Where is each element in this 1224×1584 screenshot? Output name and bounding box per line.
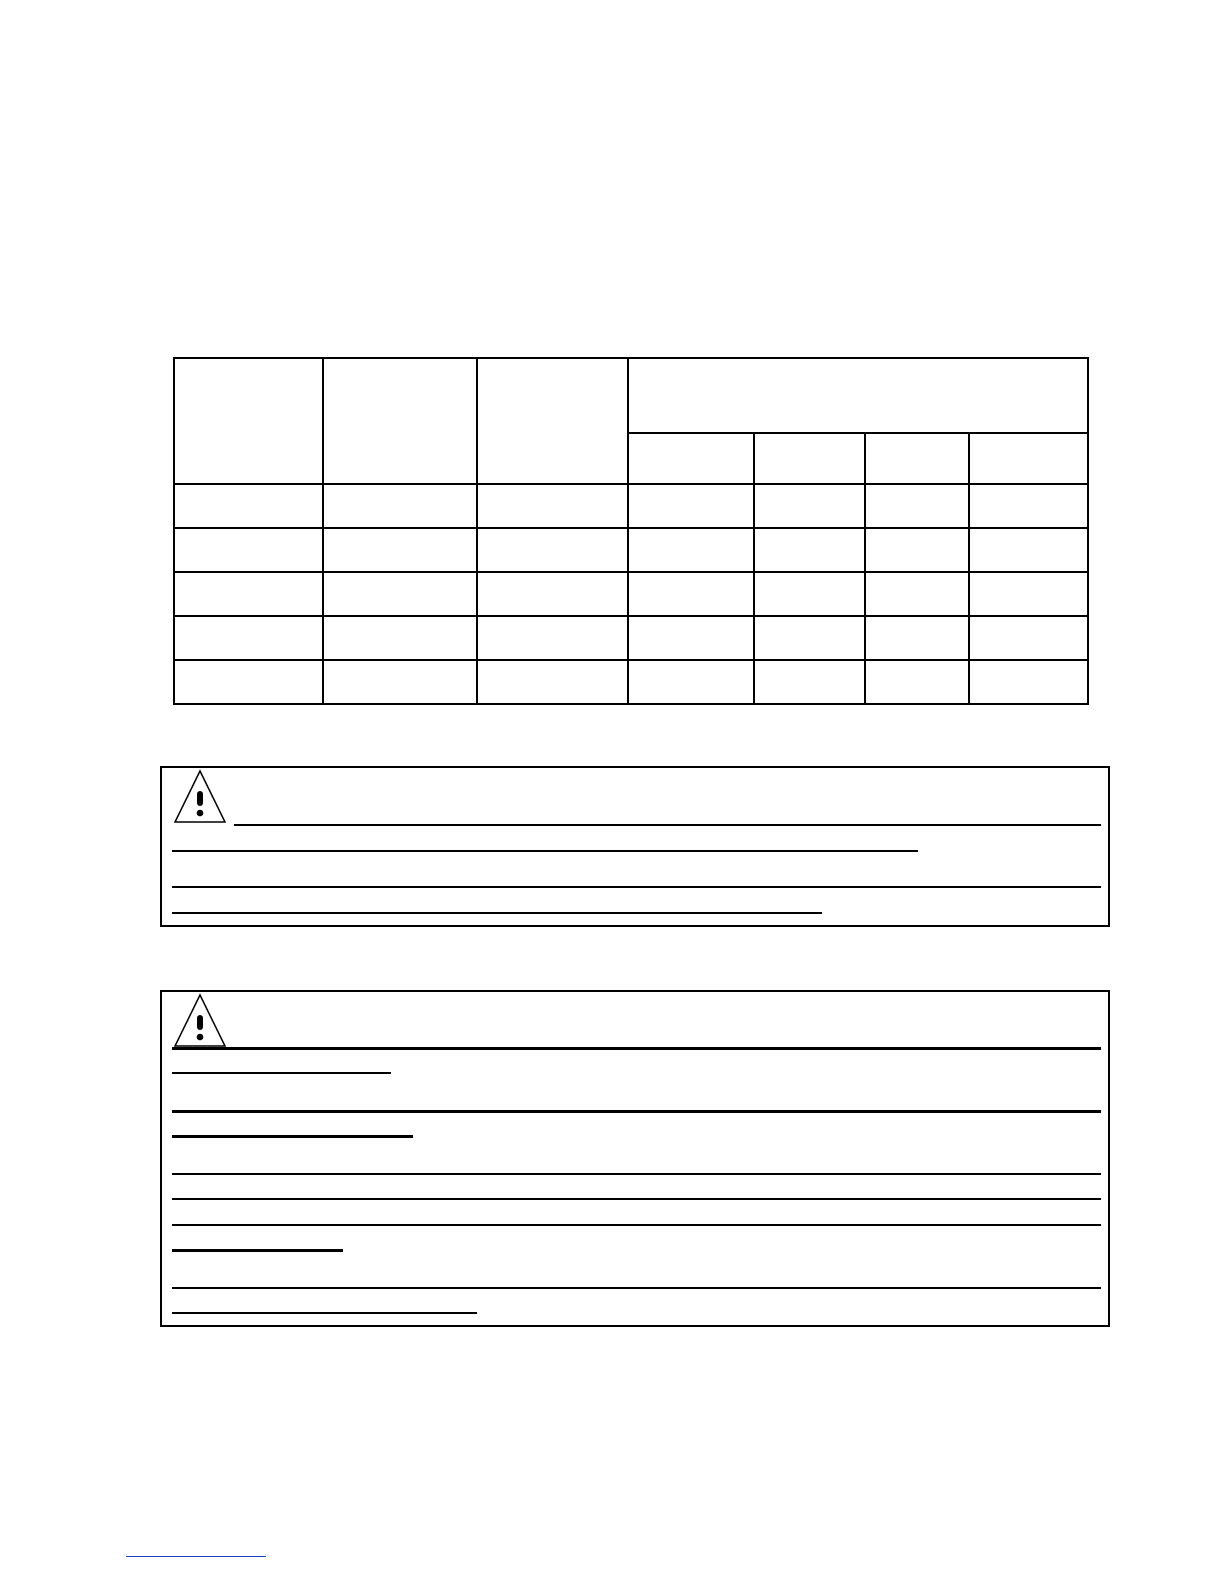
redacted-text-line xyxy=(172,1287,1101,1289)
table-subheader-cell xyxy=(969,433,1088,484)
table-cell xyxy=(477,484,628,528)
redacted-text-line xyxy=(172,886,1101,888)
table-cell xyxy=(628,484,754,528)
table-cell xyxy=(969,660,1088,704)
redacted-text-line xyxy=(172,1135,413,1138)
table-cell xyxy=(754,484,865,528)
table-cell xyxy=(865,572,969,616)
table-cell xyxy=(174,660,323,704)
table-cell xyxy=(754,572,865,616)
warning-triangle-icon xyxy=(172,768,228,824)
redacted-text-line xyxy=(172,912,822,914)
table-cell xyxy=(969,572,1088,616)
redacted-text-line xyxy=(172,1110,1101,1113)
table-cell xyxy=(174,484,323,528)
table-cell xyxy=(323,484,477,528)
redacted-text-line xyxy=(172,1198,1101,1200)
table-cell xyxy=(477,660,628,704)
redacted-text-line xyxy=(172,1173,1101,1175)
table-cell xyxy=(969,528,1088,572)
table-cell xyxy=(323,660,477,704)
table-cell xyxy=(754,616,865,660)
table-group-header-cell xyxy=(628,358,1088,433)
table-subheader-cell xyxy=(754,433,865,484)
table-cell xyxy=(865,660,969,704)
table-cell xyxy=(969,484,1088,528)
table-cell xyxy=(865,528,969,572)
table-cell xyxy=(323,616,477,660)
redacted-text-line xyxy=(172,1047,1101,1050)
table-cell xyxy=(754,528,865,572)
table-cell xyxy=(628,616,754,660)
table-row xyxy=(174,528,1088,572)
table-cell xyxy=(477,528,628,572)
table-subheader-cell xyxy=(865,433,969,484)
table-cell xyxy=(323,572,477,616)
table-subheader-cell xyxy=(628,433,754,484)
table-header-cell xyxy=(174,358,323,484)
redacted-text-line xyxy=(234,824,1101,826)
table-cell xyxy=(477,616,628,660)
table-row xyxy=(174,484,1088,528)
redacted-text-line xyxy=(172,1249,343,1252)
table-cell xyxy=(174,572,323,616)
table-header-row xyxy=(174,358,1088,433)
table-cell xyxy=(628,660,754,704)
table-cell xyxy=(754,660,865,704)
table-header-cell xyxy=(323,358,477,484)
table-cell xyxy=(323,528,477,572)
footer-link-underline[interactable] xyxy=(126,1556,266,1557)
table-cell xyxy=(865,616,969,660)
table-cell xyxy=(477,572,628,616)
warning-triangle-icon xyxy=(172,992,228,1048)
table-cell xyxy=(865,484,969,528)
table-cell xyxy=(628,528,754,572)
table-header-cell xyxy=(477,358,628,484)
redacted-text-line xyxy=(172,1224,1101,1226)
warning-notice xyxy=(160,990,1110,1327)
table-row xyxy=(174,616,1088,660)
caution-notice xyxy=(160,766,1110,927)
table-cell xyxy=(174,616,323,660)
table-row xyxy=(174,572,1088,616)
table-cell xyxy=(628,572,754,616)
redacted-text-line xyxy=(172,1312,477,1314)
table-cell xyxy=(174,528,323,572)
redacted-text-line xyxy=(172,1072,391,1074)
redacted-text-line xyxy=(172,850,918,852)
spec-table xyxy=(173,357,1089,705)
table-row xyxy=(174,660,1088,704)
table-cell xyxy=(969,616,1088,660)
